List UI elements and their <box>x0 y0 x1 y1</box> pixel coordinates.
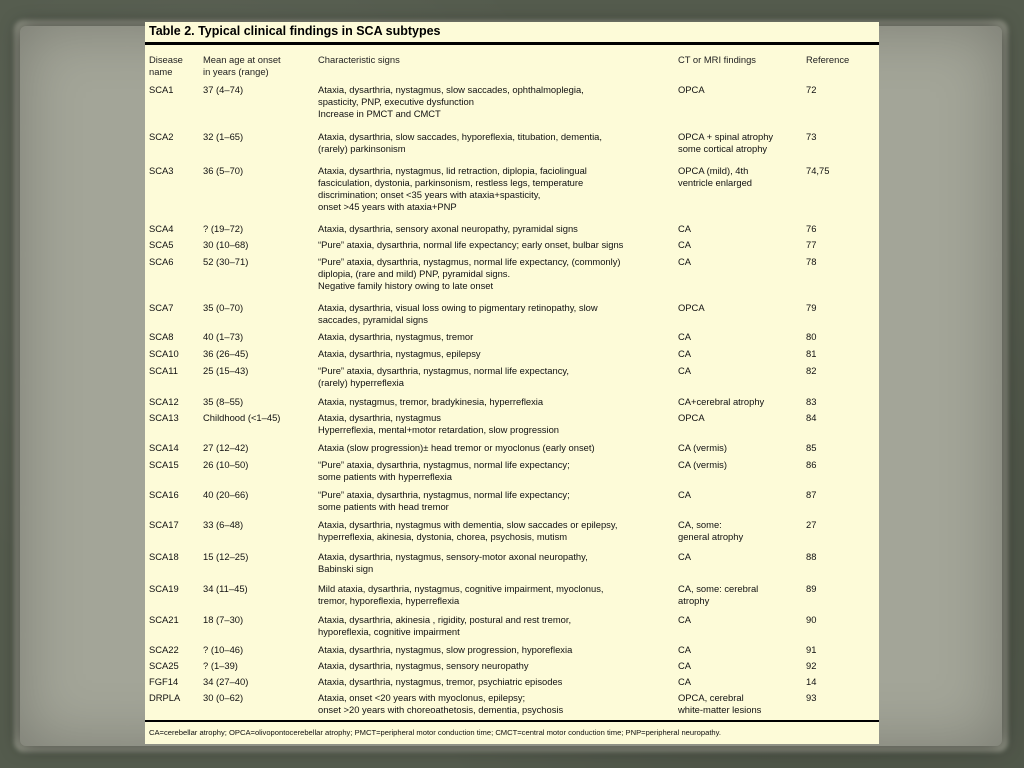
header-mean-age: Mean age at onset <box>203 54 281 65</box>
cell-characteristic-signs: Ataxia, onset <20 years with myoclonus, epilepsy; <box>318 692 526 703</box>
cell-mean-age: 35 (8–55) <box>203 396 244 407</box>
cell-reference: 74,75 <box>806 165 830 176</box>
cell-characteristic-signs: Ataxia, dysarthria, nystagmus, epilepsy <box>318 348 481 359</box>
cell-characteristic-signs: Ataxia (slow progression)± head tremor or myoclonus (early onset) <box>318 442 595 453</box>
cell-reference: 86 <box>806 459 817 470</box>
cell-reference: 73 <box>806 131 817 142</box>
cell-imaging-findings: ventricle enlarged <box>678 177 753 188</box>
cell-characteristic-signs: Ataxia, dysarthria, nystagmus, sensory-motor axonal neuropathy, <box>318 551 588 562</box>
cell-disease-name: SCA4 <box>149 223 174 234</box>
cell-mean-age: 26 (10–50) <box>203 459 249 470</box>
cell-characteristic-signs: Hyperreflexia, mental+motor retardation, slow progression <box>318 424 559 435</box>
cell-imaging-findings: white-matter lesions <box>678 704 762 715</box>
cell-reference: 82 <box>806 365 817 376</box>
cell-characteristic-signs: Ataxia, dysarthria, akinesia , rigidity, postural and rest tremor, <box>318 614 572 625</box>
cell-characteristic-signs: (rarely) parkinsonism <box>318 143 406 154</box>
cell-imaging-findings: CA <box>678 331 692 342</box>
cell-characteristic-signs: Ataxia, dysarthria, slow saccades, hyporeflexia, titubation, dementia, <box>318 131 603 142</box>
top-rule <box>145 42 879 45</box>
cell-mean-age: ? (19–72) <box>203 223 244 234</box>
cell-mean-age: 18 (7–30) <box>203 614 244 625</box>
cell-reference: 76 <box>806 223 817 234</box>
cell-reference: 79 <box>806 302 817 313</box>
cell-characteristic-signs: Mild ataxia, dysarthria, nystagmus, cognitive impairment, myoclonus, <box>318 583 604 594</box>
cell-characteristic-signs: Increase in PMCT and CMCT <box>318 108 441 119</box>
cell-reference: 83 <box>806 396 817 407</box>
bottom-rule <box>145 720 879 722</box>
cell-reference: 87 <box>806 489 817 500</box>
cell-characteristic-signs: fasciculation, dystonia, parkinsonism, restless legs, temperature <box>318 177 584 188</box>
cell-characteristic-signs: Ataxia, dysarthria, nystagmus <box>318 412 441 423</box>
cell-disease-name: SCA17 <box>149 519 179 530</box>
cell-characteristic-signs: Ataxia, dysarthria, nystagmus with dementia, slow saccades or epilepsy, <box>318 519 618 530</box>
cell-reference: 89 <box>806 583 817 594</box>
cell-characteristic-signs: saccades, pyramidal signs <box>318 314 428 325</box>
table-footnote: CA=cerebellar atrophy; OPCA=olivopontocerebellar atrophy; PMCT=peripheral motor conduction time; CMCT=central motor conduction time; PNP=peripheral neuropathy. <box>149 728 721 737</box>
cell-characteristic-signs: diplopia, (rare and mild) PNP, pyramidal signs. <box>318 268 511 279</box>
cell-reference: 78 <box>806 256 817 267</box>
cell-mean-age: 15 (12–25) <box>203 551 249 562</box>
cell-disease-name: SCA22 <box>149 644 179 655</box>
cell-disease-name: SCA2 <box>149 131 174 142</box>
cell-mean-age: 37 (4–74) <box>203 84 244 95</box>
cell-mean-age: 40 (1–73) <box>203 331 244 342</box>
cell-reference: 81 <box>806 348 817 359</box>
cell-reference: 14 <box>806 676 817 687</box>
cell-disease-name: FGF14 <box>149 676 179 687</box>
cell-characteristic-signs: Ataxia, dysarthria, nystagmus, sensory neuropathy <box>318 660 529 671</box>
cell-imaging-findings: CA, some: cerebral <box>678 583 759 594</box>
cell-reference: 93 <box>806 692 817 703</box>
cell-characteristic-signs: onset >20 years with choreoathetosis, dementia, psychosis <box>318 704 564 715</box>
cell-imaging-findings: CA <box>678 614 692 625</box>
cell-mean-age: 52 (30–71) <box>203 256 249 267</box>
cell-characteristic-signs: (rarely) hyperreflexia <box>318 377 404 388</box>
cell-mean-age: 30 (10–68) <box>203 239 249 250</box>
cell-imaging-findings: OPCA (mild), 4th <box>678 165 749 176</box>
cell-disease-name: SCA13 <box>149 412 179 423</box>
cell-disease-name: SCA21 <box>149 614 179 625</box>
cell-disease-name: SCA19 <box>149 583 179 594</box>
cell-disease-name: DRPLA <box>149 692 181 703</box>
cell-characteristic-signs: Babinski sign <box>318 563 374 574</box>
cell-imaging-findings: CA <box>678 223 692 234</box>
cell-imaging-findings: CA (vermis) <box>678 459 727 470</box>
cell-disease-name: SCA6 <box>149 256 174 267</box>
cell-characteristic-signs: hyporeflexia, cognitive impairment <box>318 626 460 637</box>
cell-mean-age: 27 (12–42) <box>203 442 249 453</box>
cell-imaging-findings: CA <box>678 365 692 376</box>
cell-reference: 72 <box>806 84 817 95</box>
cell-disease-name: SCA16 <box>149 489 179 500</box>
cell-mean-age: 33 (6–48) <box>203 519 244 530</box>
cell-mean-age: Childhood (<1–45) <box>203 412 281 423</box>
cell-reference: 91 <box>806 644 817 655</box>
cell-characteristic-signs: some patients with head tremor <box>318 501 449 512</box>
cell-reference: 90 <box>806 614 817 625</box>
cell-characteristic-signs: Ataxia, dysarthria, nystagmus, slow progression, hyporeflexia <box>318 644 573 655</box>
cell-characteristic-signs: Ataxia, dysarthria, nystagmus, tremor <box>318 331 474 342</box>
cell-characteristic-signs: Ataxia, nystagmus, tremor, bradykinesia, hyperreflexia <box>318 396 544 407</box>
cell-characteristic-signs: Ataxia, dysarthria, nystagmus, slow saccades, ophthalmoplegia, <box>318 84 584 95</box>
cell-mean-age: 25 (15–43) <box>203 365 249 376</box>
cell-characteristic-signs: Negative family history owing to late onset <box>318 280 494 291</box>
cell-reference: 84 <box>806 412 817 423</box>
table-document <box>145 22 879 744</box>
cell-imaging-findings: some cortical atrophy <box>678 143 768 154</box>
cell-reference: 85 <box>806 442 817 453</box>
cell-mean-age: 40 (20–66) <box>203 489 249 500</box>
cell-imaging-findings: CA <box>678 676 692 687</box>
cell-imaging-findings: CA <box>678 239 692 250</box>
cell-mean-age: ? (10–46) <box>203 644 244 655</box>
cell-imaging-findings: CA <box>678 256 692 267</box>
cell-disease-name: SCA10 <box>149 348 179 359</box>
cell-mean-age: ? (1–39) <box>203 660 238 671</box>
header-characteristic-signs: Characteristic signs <box>318 54 400 65</box>
cell-characteristic-signs: tremor, hyporeflexia, hyperreflexia <box>318 595 460 606</box>
cell-imaging-findings: general atrophy <box>678 531 744 542</box>
cell-imaging-findings: OPCA <box>678 302 705 313</box>
table-title: Table 2. Typical clinical findings in SCA subtypes <box>149 24 441 38</box>
cell-characteristic-signs: “Pure” ataxia, dysarthria, normal life expectancy; early onset, bulbar signs <box>318 239 624 250</box>
cell-mean-age: 36 (5–70) <box>203 165 244 176</box>
cell-characteristic-signs: “Pure” ataxia, dysarthria, nystagmus, normal life expectancy; <box>318 459 570 470</box>
cell-characteristic-signs: discrimination; onset <35 years with ataxia+spasticity, <box>318 189 541 200</box>
cell-characteristic-signs: Ataxia, dysarthria, nystagmus, tremor, psychiatric episodes <box>318 676 563 687</box>
cell-imaging-findings: OPCA + spinal atrophy <box>678 131 774 142</box>
cell-disease-name: SCA14 <box>149 442 179 453</box>
cell-disease-name: SCA8 <box>149 331 174 342</box>
cell-characteristic-signs: hyperreflexia, akinesia, dystonia, chorea, psychosis, mutism <box>318 531 568 542</box>
cell-characteristic-signs: “Pure” ataxia, dysarthria, nystagmus, normal life expectancy, (commonly) <box>318 256 621 267</box>
cell-disease-name: SCA3 <box>149 165 174 176</box>
cell-characteristic-signs: Ataxia, dysarthria, visual loss owing to pigmentary retinopathy, slow <box>318 302 598 313</box>
cell-disease-name: SCA11 <box>149 365 179 376</box>
cell-disease-name: SCA12 <box>149 396 179 407</box>
cell-imaging-findings: OPCA <box>678 84 705 95</box>
cell-reference: 80 <box>806 331 817 342</box>
header-mean-age: in years (range) <box>203 66 269 77</box>
cell-imaging-findings: CA <box>678 348 692 359</box>
cell-mean-age: 34 (11–45) <box>203 583 248 594</box>
cell-characteristic-signs: Ataxia, dysarthria, sensory axonal neuropathy, pyramidal signs <box>318 223 578 234</box>
cell-characteristic-signs: Ataxia, dysarthria, nystagmus, lid retraction, diplopia, faciolingual <box>318 165 587 176</box>
header-reference: Reference <box>806 54 850 65</box>
cell-reference: 92 <box>806 660 817 671</box>
cell-mean-age: 34 (27–40) <box>203 676 249 687</box>
cell-imaging-findings: CA <box>678 551 692 562</box>
cell-reference: 27 <box>806 519 817 530</box>
cell-disease-name: SCA15 <box>149 459 179 470</box>
cell-characteristic-signs: some patients with hyperreflexia <box>318 471 452 482</box>
cell-imaging-findings: CA <box>678 489 692 500</box>
cell-disease-name: SCA5 <box>149 239 174 250</box>
cell-mean-age: 32 (1–65) <box>203 131 244 142</box>
cell-disease-name: SCA25 <box>149 660 179 671</box>
cell-mean-age: 35 (0–70) <box>203 302 244 313</box>
cell-characteristic-signs: spasticity, PNP, executive dysfunction <box>318 96 474 107</box>
cell-imaging-findings: CA, some: <box>678 519 722 530</box>
cell-imaging-findings: CA <box>678 644 692 655</box>
cell-characteristic-signs: “Pure” ataxia, dysarthria, nystagmus, normal life expectancy, <box>318 365 569 376</box>
cell-imaging-findings: OPCA <box>678 412 705 423</box>
cell-reference: 77 <box>806 239 817 250</box>
cell-mean-age: 30 (0–62) <box>203 692 244 703</box>
cell-disease-name: SCA7 <box>149 302 174 313</box>
cell-disease-name: SCA1 <box>149 84 174 95</box>
cell-characteristic-signs: onset >45 years with ataxia+PNP <box>318 201 457 212</box>
header-disease-name: Disease <box>149 54 183 65</box>
cell-disease-name: SCA18 <box>149 551 179 562</box>
cell-reference: 88 <box>806 551 817 562</box>
cell-mean-age: 36 (26–45) <box>203 348 249 359</box>
header-imaging: CT or MRI findings <box>678 54 756 65</box>
cell-imaging-findings: CA (vermis) <box>678 442 727 453</box>
cell-imaging-findings: atrophy <box>678 595 710 606</box>
cell-imaging-findings: CA+cerebral atrophy <box>678 396 765 407</box>
cell-imaging-findings: OPCA, cerebral <box>678 692 744 703</box>
cell-characteristic-signs: “Pure” ataxia, dysarthria, nystagmus, normal life expectancy; <box>318 489 570 500</box>
cell-imaging-findings: CA <box>678 660 692 671</box>
header-disease-name: name <box>149 66 173 77</box>
